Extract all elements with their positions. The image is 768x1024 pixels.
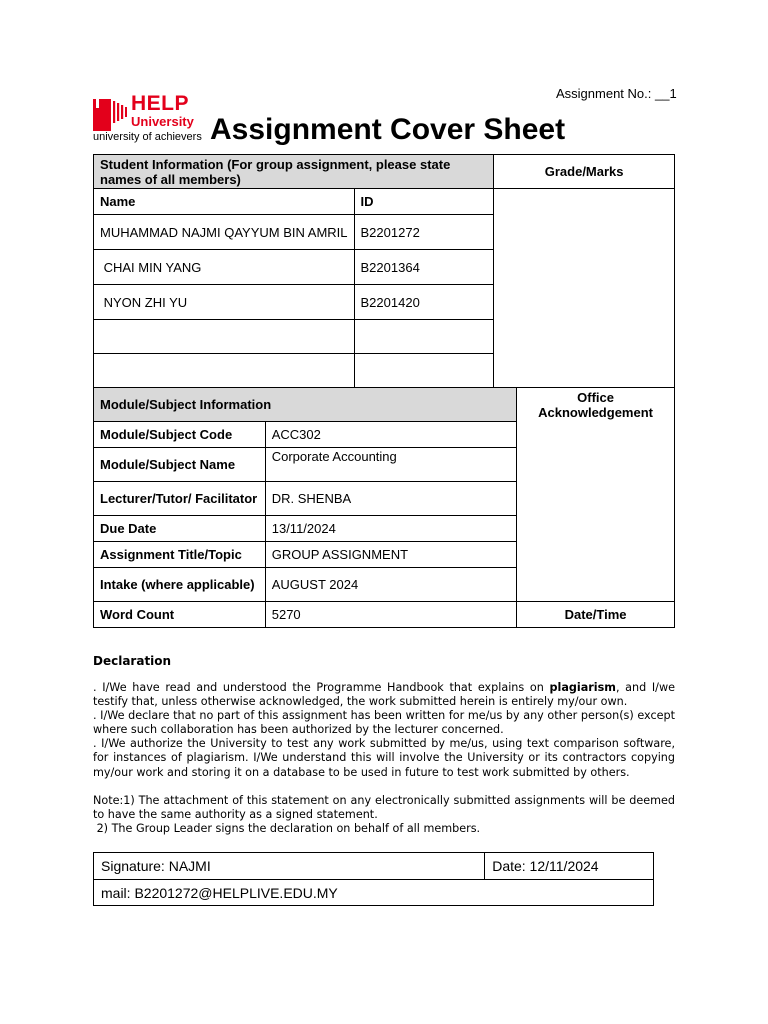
declaration-heading: Declaration: [93, 654, 172, 668]
module-row-value: DR. SHENBA: [265, 482, 516, 516]
module-row-label: Module/Subject Code: [94, 422, 266, 448]
module-info-header: Module/Subject Information: [94, 388, 517, 422]
id-column-header: ID: [354, 189, 494, 215]
signature-field: Signature: NAJMI: [94, 853, 485, 880]
student-info-table: [93, 154, 675, 388]
table-row: [94, 602, 675, 628]
module-row-label: Assignment Title/Topic: [94, 542, 266, 568]
module-row-value: Corporate Accounting: [265, 448, 516, 482]
student-name: CHAI MIN YANG: [94, 250, 355, 285]
signature-table: [93, 852, 654, 906]
plagiarism-keyword: plagiarism: [549, 681, 616, 694]
module-row-value: ACC302: [265, 422, 516, 448]
declaration-paragraph-2: . I/We declare that no part of this assignment has been written for me/us by any other person(s) except where such collaboration has been authorized by the lecturer concerned.: [93, 709, 675, 737]
module-row-value: 13/11/2024: [265, 516, 516, 542]
logo-emblem-icon: [93, 99, 127, 131]
student-info-header: Student Information (For group assignment, please state names of all members): [94, 155, 494, 189]
date-field: Date: 12/11/2024: [485, 853, 654, 880]
name-column-header: Name: [94, 189, 355, 215]
student-id: [354, 320, 494, 354]
logo-tagline: university of achievers: [93, 131, 202, 143]
declaration-paragraph-1: [93, 681, 675, 709]
student-name: MUHAMMAD NAJMI QAYYUM BIN AMRIL: [94, 215, 355, 250]
grade-marks-cell: [494, 189, 675, 388]
declaration-text-part: , and I/we testify that, unless otherwise acknowledged, the work submitted herein is entirely my/our own.: [93, 681, 675, 709]
assignment-number: Assignment No.: __1: [556, 86, 677, 101]
student-id: B2201364: [354, 250, 494, 285]
student-name: [94, 354, 355, 388]
declaration-note-1: Note:1) The attachment of this statement on any electronically submitted assignments will be deemed to have the same authority as a signed statement.: [93, 793, 675, 821]
module-row-label: Intake (where applicable): [94, 568, 266, 602]
student-id: B2201420: [354, 285, 494, 320]
module-row-label: Module/Subject Name: [94, 448, 266, 482]
help-university-logo: [93, 92, 202, 146]
module-info-table: [93, 387, 675, 628]
declaration-text: [93, 681, 675, 836]
office-acknowledgement-header: Office Acknowledgement: [517, 388, 675, 602]
module-row-value: 5270: [265, 602, 516, 628]
declaration-paragraph-3: . I/We authorize the University to test any work submitted by me/us, using text comparison software, for instances of plagiarism. I/We understand this will involve the University or its contractors copying my/our work and storing it on a database to be used in future to test work submitted by others.: [93, 737, 675, 779]
logo-help-text: HELP: [131, 92, 190, 115]
student-name: NYON ZHI YU: [94, 285, 355, 320]
grade-marks-header: Grade/Marks: [494, 155, 675, 189]
student-id: [354, 354, 494, 388]
module-row-label: Lecturer/Tutor/ Facilitator: [94, 482, 266, 516]
module-row-label: Due Date: [94, 516, 266, 542]
module-row-value: AUGUST 2024: [265, 568, 516, 602]
logo-university-text: University: [131, 114, 194, 129]
page-title: Assignment Cover Sheet: [210, 113, 566, 146]
declaration-text-part: . I/We have read and understood the Programme Handbook that explains on: [93, 681, 550, 694]
mail-field: mail: B2201272@HELPLIVE.EDU.MY: [94, 880, 654, 906]
date-time-label: Date/Time: [517, 602, 675, 628]
declaration-note-2: 2) The Group Leader signs the declaration on behalf of all members.: [93, 821, 481, 835]
student-name: [94, 320, 355, 354]
module-row-label: Word Count: [94, 602, 266, 628]
student-id: B2201272: [354, 215, 494, 250]
module-row-value: GROUP ASSIGNMENT: [265, 542, 516, 568]
